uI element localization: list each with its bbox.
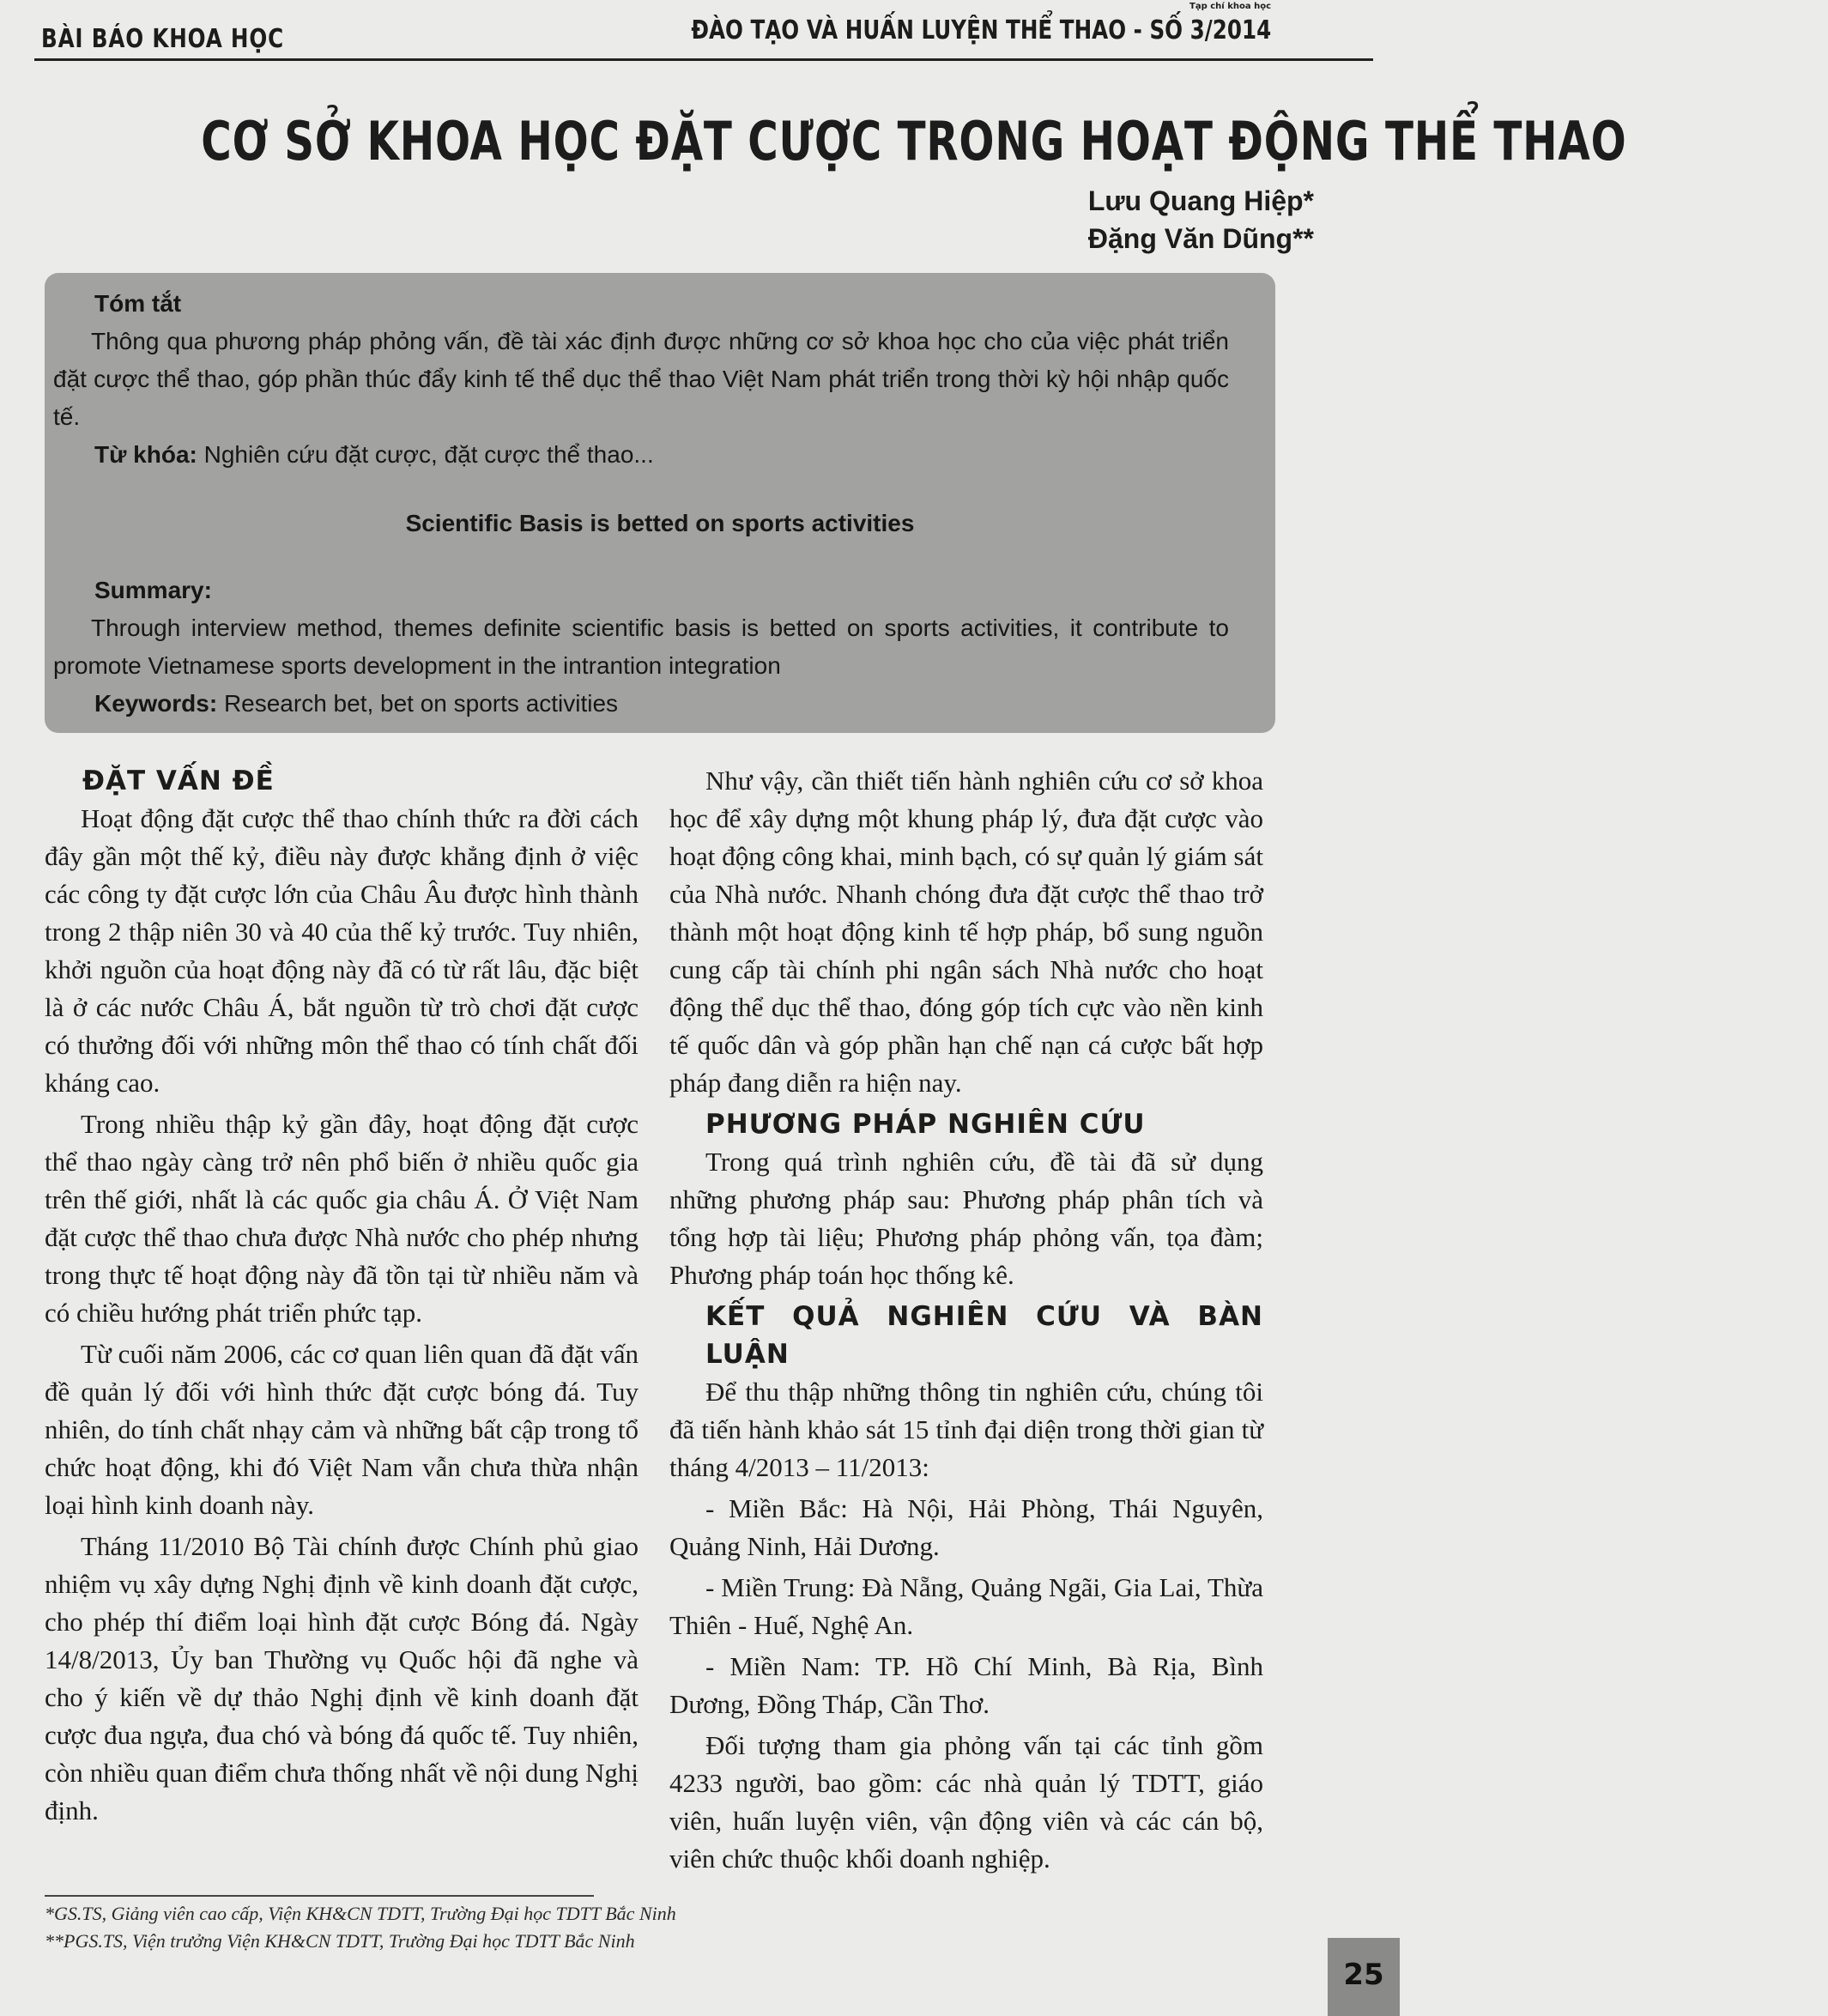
- abstract-en-title: Scientific Basis is betted on sports activities: [405, 510, 915, 536]
- list-item-south: - Miền Nam: TP. Hồ Chí Minh, Bà Rịa, Bình Dương, Đồng Tháp, Cần Thơ.: [669, 1651, 1263, 1719]
- page-number: 25: [1328, 1938, 1400, 2016]
- heading-results: KẾT QUẢ NGHIÊN CỨU VÀ BÀN LUẬN: [705, 1301, 1263, 1370]
- keywords-en-label: Keywords:: [94, 690, 218, 717]
- paragraph-2: Trong nhiều thập kỷ gần đây, hoạt động đặt cược thể thao ngày càng trở nên phổ biến ở nhiều quốc gia trên thế giới, nhất là các quốc gia châu Á. Ở Việt Nam đặt cược thể thao chưa được Nhà nước cho phép nhưng trong thực tế hoạt động này đã tồn tại từ nhiều năm và có chiều hướng phát triển phức tạp.: [45, 1109, 639, 1328]
- heading-introduction: ĐẶT VẤN ĐỀ: [82, 766, 275, 796]
- article-title: CƠ SỞ KHOA HỌC ĐẶT CƯỢC TRONG HOẠT ĐỘNG THỂ THAO: [201, 110, 1627, 173]
- header-rule: [34, 58, 1373, 61]
- list-item-north: - Miền Bắc: Hà Nội, Hải Phòng, Thái Nguyên, Quảng Ninh, Hải Dương.: [669, 1493, 1263, 1561]
- abstract-box: [45, 273, 1275, 733]
- author-1: Lưu Quang Hiệp*: [1087, 185, 1314, 216]
- footnote-rule: [45, 1895, 594, 1897]
- abstract-vi: [45, 285, 1229, 474]
- footnotes: [45, 1900, 676, 1955]
- footnote-2: **PGS.TS, Viện trưởng Viện KH&CN TDTT, Trường Đại học TDTT Bắc Ninh: [45, 1930, 635, 1952]
- keywords-en-value: Research bet, bet on sports activities: [223, 690, 619, 717]
- abstract-en-heading: Summary:: [94, 577, 212, 603]
- abstract-en: [45, 572, 1229, 723]
- journal-small-label: Tạp chí khoa học: [1189, 2, 1271, 11]
- heading-methods: PHƯƠNG PHÁP NGHIÊN CỨU: [705, 1109, 1146, 1140]
- paragraph-1: Hoạt động đặt cược thể thao chính thức ra đời cách đây gần một thế kỷ, điều này được khẳng định ở việc các công ty đặt cược lớn của Châu Âu được hình thành trong 2 thập niên 30 và 40 của thế kỷ trước. Tuy nhiên, khởi nguồn của hoạt động này đã có từ rất lâu, đặc biệt là ở các nước Châu Á, bắt nguồn từ trò chơi đặt cược có thưởng đối với những môn thể thao có tính chất đối kháng cao.: [45, 803, 639, 1098]
- journal-name: ĐÀO TẠO VÀ HUẤN LUYỆN THỂ THAO - SỐ 3/2014: [691, 15, 1271, 45]
- paragraph-8: Đối tượng tham gia phỏng vấn tại các tỉnh gồm 4233 người, bao gồm: các nhà quản lý TDTT, giáo viên, huấn luyện viên, vận động viên và các cán bộ, viên chức thuộc khối doanh nghiệp.: [669, 1730, 1263, 1874]
- article-title-wrap: [0, 110, 1627, 173]
- paragraph-4: Tháng 11/2010 Bộ Tài chính được Chính phủ giao nhiệm vụ xây dựng Nghị định về kinh doanh đặt cược, cho phép thí điểm loại hình đặt cược Bóng đá. Ngày 14/8/2013, Ủy ban Thường vụ Quốc hội đã nghe và cho ý kiến về dự thảo Nghị định về kinh doanh đặt cược đua ngựa, đua chó và bóng đá quốc tế. Tuy nhiên, còn nhiều quan điểm chưa thống nhất về nội dung Nghị định.: [45, 1531, 639, 1825]
- keywords-vi-value: Nghiên cứu đặt cược, đặt cược thể thao...: [203, 441, 654, 468]
- footnote-1: *GS.TS, Giảng viên cao cấp, Viện KH&CN TDTT, Trường Đại học TDTT Bắc Ninh: [45, 1903, 676, 1924]
- abstract-vi-heading: Tóm tắt: [94, 290, 182, 317]
- paragraph-6: Trong quá trình nghiên cứu, đề tài đã sử dụng những phương pháp sau: Phương pháp phân tích và tổng hợp tài liệu; Phương pháp phỏng vấn, tọa đàm; Phương pháp toán học thống kê.: [669, 1147, 1263, 1290]
- abstract-en-keywords: [45, 685, 1229, 723]
- abstract-vi-keywords: [45, 436, 1229, 474]
- paragraph-7: Để thu thập những thông tin nghiên cứu, chúng tôi đã tiến hành khảo sát 15 tỉnh đại diện trong thời gian từ tháng 4/2013 – 11/2013:: [669, 1377, 1263, 1482]
- list-item-central: - Miền Trung: Đà Nẵng, Quảng Ngãi, Gia Lai, Thừa Thiên - Huế, Nghệ An.: [669, 1572, 1263, 1640]
- keywords-vi-label: Từ khóa:: [94, 441, 197, 468]
- section-label: BÀI BÁO KHOA HỌC: [41, 24, 284, 54]
- abstract-vi-text: Thông qua phương pháp phỏng vấn, đề tài xác định được những cơ sở khoa học cho của việc phát triển đặt cược thể thao, góp phần thúc đẩy kinh tế thể dục thể thao Việt Nam phát triển trong thời kỳ hội nhập quốc tế.: [53, 328, 1229, 430]
- right-column: [669, 762, 1263, 1881]
- author-2: Đặng Văn Dũng**: [1087, 223, 1314, 254]
- left-column: [45, 762, 639, 1833]
- paragraph-3: Từ cuối năm 2006, các cơ quan liên quan đã đặt vấn đề quản lý đối với hình thức đặt cược bóng đá. Tuy nhiên, do tính chất nhạy cảm và những bất cập trong tổ chức hoạt động, khi đó Việt Nam vẫn chưa thừa nhận loại hình kinh doanh này.: [45, 1339, 639, 1520]
- abstract-en-text: Through interview method, themes definite scientific basis is betted on sports activities, it contribute to promote Vietnamese sports development in the intrantion integration: [53, 614, 1229, 679]
- paragraph-5: Như vậy, cần thiết tiến hành nghiên cứu cơ sở khoa học để xây dựng một khung pháp lý, đưa đặt cược vào hoạt động công khai, minh bạch, có sự quản lý giám sát của Nhà nước. Nhanh chóng đưa đặt cược thể thao trở thành một hoạt động kinh tế hợp pháp, bổ sung nguồn cung cấp tài chính phi ngân sách Nhà nước cho hoạt động thể dục thể thao, đóng góp tích cực vào nền kinh tế quốc dân và góp phần hạn chế nạn cá cược bất hợp pháp đang diễn ra hiện nay.: [669, 766, 1263, 1098]
- authors: [1088, 182, 1314, 257]
